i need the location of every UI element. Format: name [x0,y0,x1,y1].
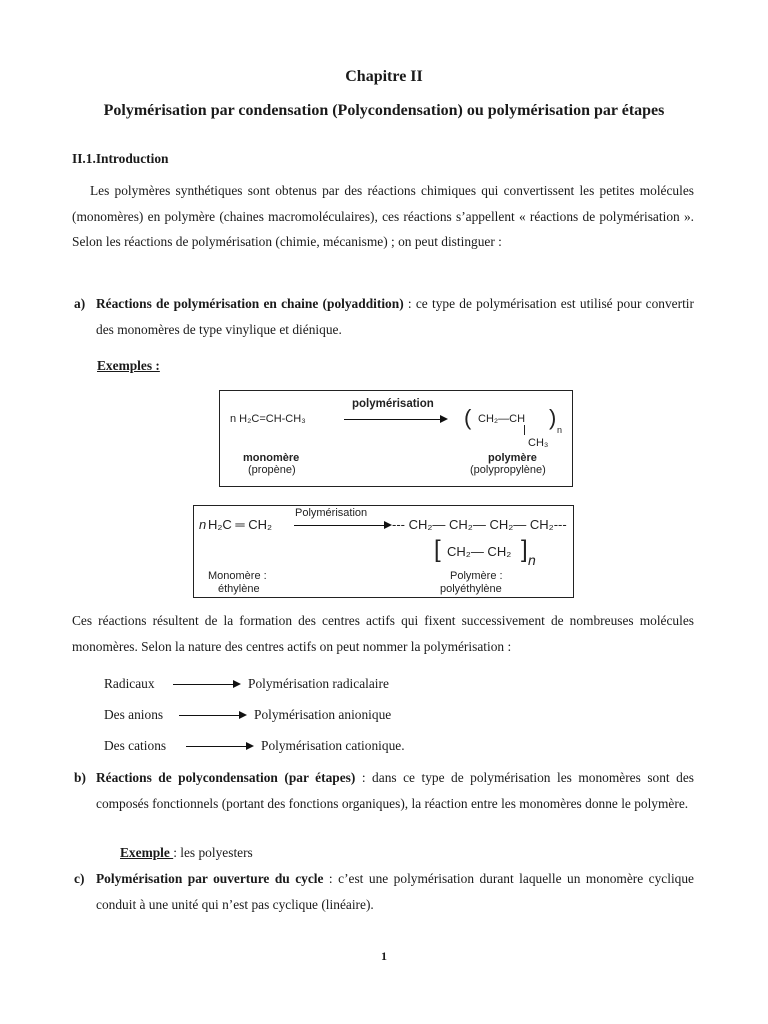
fig2-reactant: H₂C ═ CH₂ [208,517,273,532]
fig1-chain: CH₂—CH [478,413,526,425]
mechanism-from: Radicaux [104,676,155,691]
mechanism-arrow [179,715,241,716]
fig2-polymer-label: Polymère : [450,570,503,582]
item-c-label: c) [74,871,85,886]
item-b-example-label: Exemple [120,845,174,860]
fig1-polymer-label: polymère [488,452,537,464]
fig1-monomer-label: monomère [243,452,300,464]
fig1-arrow-label: polymérisation [352,398,434,410]
fig2-left-bracket: [ [434,536,441,563]
fig2-n: n [199,517,207,532]
mechanism-arrow [186,746,248,747]
fig1-monomer-name: (propène) [248,464,296,476]
fig1-reactant: n H₂C=CH-CH₃ [230,413,306,425]
mechanism-arrowhead [239,711,247,719]
fig2-polymer-name: polyéthylène [440,583,502,595]
examples-label: Exemples : [97,358,160,373]
fig1-arrow [344,419,442,420]
item-a [74,291,694,342]
item-b-bold: Réactions de polycondensation (par étapes) [96,770,356,785]
item-b-example [120,845,253,861]
mechanism-row [104,738,166,754]
mechanism-arrowhead [233,680,241,688]
mechanism-arrow [173,684,235,685]
fig2-monomer-label: Monomère : [208,570,267,582]
item-a-bold: Réactions de polymérisation en chaine (polyaddition) [96,296,404,311]
item-a-text: : ce type de polymérisation est utilisé pour convertir des monomères de type vinylique et diénique. [96,296,694,337]
mechanism-row [104,707,163,723]
fig2-arrow-label: Polymérisation [295,507,368,519]
item-b-label: b) [74,770,86,785]
page-number: 1 [381,949,387,963]
item-b-example-text: : les polyesters [173,845,253,860]
fig1-substituent: CH₃ [528,437,549,449]
intro-paragraph: Les polymères synthétiques sont obtenus par des réactions chimiques qui convertissent les petites molécules (monomères) en polymère (chaines macromoléculaires), ces réactions s’appellent « réactions de polymérisation ». Selon les réactions de polymérisation (chimie, mécanisme) ; on peut distinguer : [72,183,694,249]
page-title: Polymérisation par condensation (Polycondensation) ou polymérisation par étapes [103,102,665,119]
section-heading: II.1.Introduction [72,151,169,166]
item-b-text: : dans ce type de polymérisation les monomères sont des composés fonctionnels (portant des fonctions organiques), la réaction entre les monomères donne le polymère. [96,770,694,811]
mechanism-from: Des anions [104,707,164,722]
item-c-text: : c’est une polymérisation durant laquelle un monomère cyclique conduit à une unité qui n’est pas cyclique (linéaire). [96,871,694,912]
fig2-monomer-name: éthylène [218,583,260,595]
item-a-label: a) [74,296,86,311]
mechanism-to: Polymérisation cationique. [261,738,405,753]
fig1-left-bracket: ( [464,405,472,430]
fig2-arrow [294,525,386,526]
fig2-arrowhead [384,521,392,529]
fig2-repeat: CH₂— CH₂ [447,544,512,559]
item-c-bold: Polymérisation par ouverture du cycle [96,871,324,886]
chapter-title: Chapitre II [345,68,423,85]
figure-propene [219,390,573,487]
figure-ethylene [193,505,574,598]
fig1-arrowhead [440,415,448,423]
mechanism-arrowhead [246,742,254,750]
fig1-polymer-name: (polypropylène) [470,464,546,476]
mechanism-to: Polymérisation anionique [254,707,392,722]
fig2-repeat-n: n [528,552,536,568]
item-c [74,866,694,917]
fig1-bond [524,425,525,435]
mechanism-from: Des cations [104,738,167,753]
item-b [74,765,694,816]
fig2-right-bracket: ] [521,536,528,563]
paragraph-2: Ces réactions résultent de la formation des centres actifs qui fixent successivement de nombreuses molécules monomères. Selon la nature des centres actifs on peut nommer la polymérisation : [72,613,694,654]
mechanism-to: Polymérisation radicalaire [248,676,389,691]
fig2-chain: --- CH₂— CH₂— CH₂— CH₂--- [392,517,567,532]
fig1-right-bracket: ) [549,405,557,430]
mechanism-row [104,676,155,692]
fig1-n: n [557,425,563,435]
